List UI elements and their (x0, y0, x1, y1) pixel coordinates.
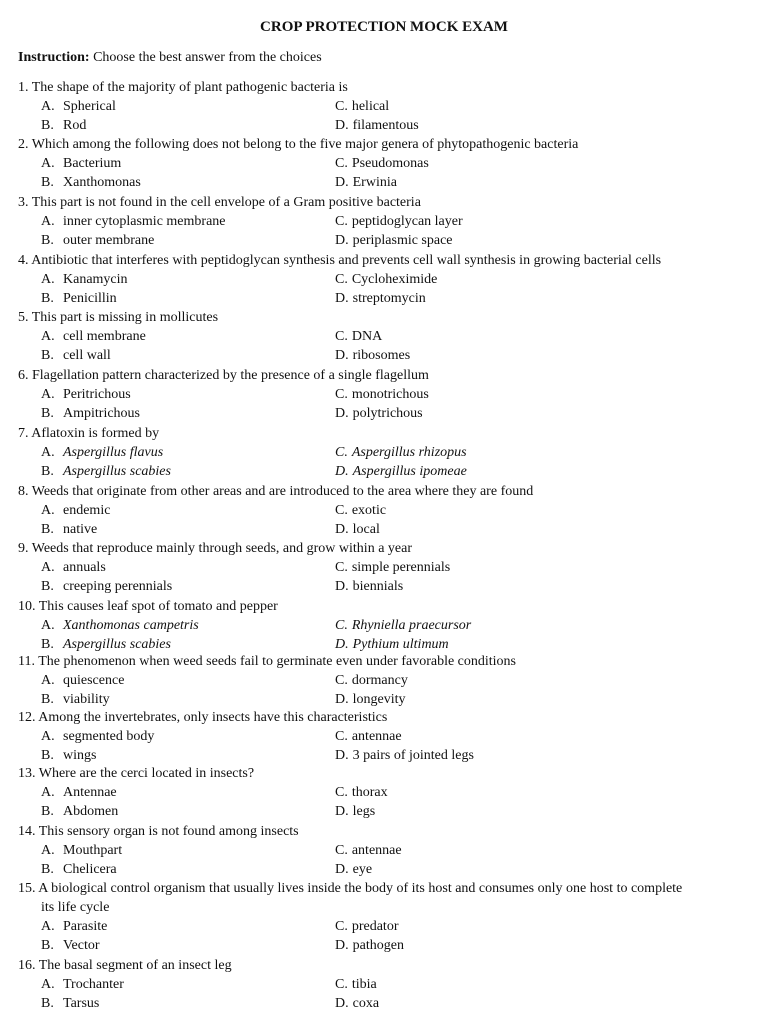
option-text: Xanthomonas (63, 175, 141, 190)
option-letter: A. (41, 977, 55, 992)
option-b (41, 637, 171, 653)
option-b (41, 748, 96, 764)
option-b (41, 406, 140, 422)
option-letter: A. (41, 99, 55, 114)
option-c (335, 329, 382, 345)
option-a (41, 99, 116, 115)
option-letter: A. (41, 503, 55, 518)
option-d (335, 804, 375, 820)
question-text: 3. This part is not found in the cell envelope of a Gram positive bacteria (18, 195, 421, 210)
question-text: 14. This sensory organ is not found among insects (18, 824, 299, 839)
option-letter: B. (41, 233, 54, 248)
option-c (335, 785, 388, 801)
option-d (335, 464, 467, 480)
option-a (41, 560, 106, 576)
option-text: streptomycin (352, 291, 426, 306)
option-letter: D. (335, 233, 349, 248)
option-letter: A. (41, 445, 55, 460)
option-letter: D. (335, 291, 349, 306)
option-d (335, 233, 453, 249)
option-text: Parasite (63, 919, 108, 934)
option-letter: B. (41, 406, 54, 421)
option-d (335, 175, 397, 191)
option-text: Penicillin (63, 291, 117, 306)
option-letter: A. (41, 156, 55, 171)
option-text: Aspergillus scabies (63, 637, 171, 652)
option-letter: A. (41, 560, 55, 575)
option-c (335, 503, 386, 519)
option-text: biennials (352, 579, 404, 594)
option-letter: D. (335, 862, 349, 877)
option-b (41, 996, 99, 1012)
option-text: outer membrane (63, 233, 155, 248)
option-a (41, 387, 131, 403)
option-letter: C. (335, 156, 348, 171)
question-text-continued: its life cycle (41, 900, 110, 915)
option-text: filamentous (352, 118, 419, 133)
option-a (41, 977, 124, 993)
option-b (41, 522, 97, 538)
option-d (335, 291, 426, 307)
option-text: Bacterium (63, 156, 122, 171)
option-letter: B. (41, 804, 54, 819)
option-c (335, 272, 437, 288)
option-a (41, 445, 163, 461)
question-text: 5. This part is missing in mollicutes (18, 310, 219, 325)
option-d (335, 118, 419, 134)
option-text: Rod (63, 118, 87, 133)
option-text: quiescence (63, 673, 125, 688)
option-letter: A. (41, 329, 55, 344)
option-letter: A. (41, 272, 55, 287)
option-text: Tarsus (63, 996, 100, 1011)
question-text: 1. The shape of the majority of plant pathogenic bacteria is (18, 80, 348, 95)
question-text: 10. This causes leaf spot of tomato and pepper (18, 599, 278, 614)
question-text: 12. Among the invertebrates, only insects have this characteristics (18, 710, 388, 725)
option-letter: C. (335, 272, 348, 287)
option-letter: B. (41, 579, 54, 594)
option-d (335, 996, 379, 1012)
option-letter: B. (41, 175, 54, 190)
option-a (41, 156, 121, 172)
option-text: native (63, 522, 98, 537)
option-a (41, 272, 128, 288)
instruction (18, 50, 322, 66)
option-text: Abdomen (63, 804, 119, 819)
option-b (41, 804, 118, 820)
option-text: eye (352, 862, 373, 877)
option-text: Kanamycin (63, 272, 128, 287)
option-letter: C. (335, 919, 348, 934)
option-text: predator (351, 919, 399, 934)
option-letter: C. (335, 214, 348, 229)
option-letter: C. (335, 99, 348, 114)
option-letter: D. (335, 637, 349, 652)
option-text: Aspergillus scabies (63, 464, 171, 479)
option-letter: D. (335, 175, 349, 190)
option-text: monotrichous (351, 387, 429, 402)
option-d (335, 579, 403, 595)
option-letter: C. (335, 329, 348, 344)
option-letter: B. (41, 692, 54, 707)
option-letter: D. (335, 118, 349, 133)
option-letter: D. (335, 406, 349, 421)
option-d (335, 522, 380, 538)
option-letter: D. (335, 464, 349, 479)
option-letter: B. (41, 637, 54, 652)
option-a (41, 673, 124, 689)
option-d (335, 406, 423, 422)
option-text: antennae (351, 843, 402, 858)
option-b (41, 118, 86, 134)
option-letter: D. (335, 748, 349, 763)
question-text: 6. Flagellation pattern characterized by the presence of a single flagellum (18, 368, 429, 383)
option-text: pathogen (352, 938, 404, 953)
option-text: wings (63, 748, 97, 763)
option-letter: B. (41, 862, 54, 877)
option-text: Trochanter (63, 977, 124, 992)
option-b (41, 464, 171, 480)
option-a (41, 214, 226, 230)
option-letter: A. (41, 919, 55, 934)
option-text: Pseudomonas (351, 156, 429, 171)
option-b (41, 175, 141, 191)
option-text: Vector (63, 938, 100, 953)
option-d (335, 938, 404, 954)
instruction-label: Instruction: (18, 50, 90, 65)
option-b (41, 579, 172, 595)
option-letter: C. (335, 977, 348, 992)
option-c (335, 977, 377, 993)
option-letter: A. (41, 843, 55, 858)
option-b (41, 692, 110, 708)
option-d (335, 637, 449, 653)
option-text: longevity (352, 692, 406, 707)
option-c (335, 560, 450, 576)
option-c (335, 445, 467, 461)
option-letter: D. (335, 804, 349, 819)
option-text: Rhyniella praecursor (351, 618, 472, 633)
option-text: dormancy (351, 673, 408, 688)
option-text: Pythium ultimum (352, 637, 449, 652)
option-text: Mouthpart (63, 843, 123, 858)
option-letter: C. (335, 729, 348, 744)
option-letter: D. (335, 522, 349, 537)
option-text: endemic (63, 503, 111, 518)
option-a (41, 919, 107, 935)
option-text: Peritrichous (63, 387, 131, 402)
option-letter: C. (335, 843, 348, 858)
option-b (41, 938, 100, 954)
option-c (335, 387, 429, 403)
option-text: helical (351, 99, 390, 114)
option-text: Cycloheximide (351, 272, 438, 287)
option-d (335, 348, 410, 364)
option-text: creeping perennials (63, 579, 173, 594)
question-text: 7. Aflatoxin is formed by (18, 426, 160, 441)
option-letter: B. (41, 348, 54, 363)
option-text: Ampitrichous (63, 406, 140, 421)
option-letter: B. (41, 464, 54, 479)
option-b (41, 862, 117, 878)
option-text: local (352, 522, 380, 537)
question-text: 16. The basal segment of an insect leg (18, 958, 232, 973)
option-letter: C. (335, 445, 348, 460)
option-c (335, 214, 463, 230)
option-text: Xanthomonas campetris (63, 618, 199, 633)
option-letter: B. (41, 291, 54, 306)
option-letter: B. (41, 938, 54, 953)
option-letter: B. (41, 118, 54, 133)
question-text: 13. Where are the cerci located in insects? (18, 766, 255, 781)
option-d (335, 748, 474, 764)
question-text: 2. Which among the following does not belong to the five major genera of phytopathogenic bacteria (18, 137, 579, 152)
option-text: peptidoglycan layer (351, 214, 463, 229)
option-letter: D. (335, 996, 349, 1011)
option-text: DNA (351, 329, 383, 344)
option-a (41, 329, 146, 345)
option-letter: D. (335, 348, 349, 363)
option-text: polytrichous (352, 406, 423, 421)
option-text: Aspergillus flavus (63, 445, 164, 460)
option-text: Erwinia (352, 175, 397, 190)
option-letter: C. (335, 618, 348, 633)
option-text: simple perennials (351, 560, 451, 575)
option-text: Aspergillus rhizopus (351, 445, 467, 460)
question-text: 15. A biological control organism that usually lives inside the body of its host and consumes only one host to complete (18, 881, 683, 896)
option-text: exotic (351, 503, 387, 518)
option-letter: A. (41, 387, 55, 402)
option-text: thorax (351, 785, 388, 800)
option-c (335, 729, 402, 745)
option-letter: B. (41, 748, 54, 763)
option-text: Spherical (63, 99, 116, 114)
question-text: 9. Weeds that reproduce mainly through seeds, and grow within a year (18, 541, 413, 556)
option-a (41, 843, 122, 859)
option-letter: C. (335, 673, 348, 688)
option-b (41, 291, 117, 307)
page-title: CROP PROTECTION MOCK EXAM (260, 19, 508, 35)
option-text: cell membrane (63, 329, 146, 344)
option-text: periplasmic space (352, 233, 453, 248)
option-letter: D. (335, 692, 349, 707)
question-text: 11. The phenomenon when weed seeds fail to germinate even under favorable conditions (18, 654, 517, 669)
option-c (335, 673, 408, 689)
option-text: inner cytoplasmic membrane (63, 214, 226, 229)
option-text: 3 pairs of jointed legs (352, 748, 474, 763)
option-letter: A. (41, 214, 55, 229)
option-d (335, 862, 372, 878)
option-c (335, 843, 402, 859)
option-text: ribosomes (352, 348, 411, 363)
option-a (41, 503, 110, 519)
option-text: Antennae (63, 785, 117, 800)
option-letter: C. (335, 560, 348, 575)
option-c (335, 99, 389, 115)
option-text: Chelicera (63, 862, 117, 877)
option-text: antennae (351, 729, 402, 744)
option-text: Aspergillus ipomeae (352, 464, 467, 479)
option-a (41, 729, 154, 745)
option-c (335, 156, 429, 172)
option-text: coxa (352, 996, 380, 1011)
option-text: tibia (351, 977, 377, 992)
question-text: 8. Weeds that originate from other areas and are introduced to the area where they are found (18, 484, 534, 499)
option-letter: A. (41, 618, 55, 633)
option-c (335, 919, 399, 935)
option-text: segmented body (63, 729, 155, 744)
option-text: annuals (63, 560, 106, 575)
option-letter: D. (335, 579, 349, 594)
option-letter: A. (41, 673, 55, 688)
option-text: viability (63, 692, 110, 707)
option-letter: C. (335, 387, 348, 402)
option-text: cell wall (63, 348, 111, 363)
option-letter: C. (335, 785, 348, 800)
option-letter: B. (41, 996, 54, 1011)
option-d (335, 692, 406, 708)
option-letter: C. (335, 503, 348, 518)
option-a (41, 618, 199, 634)
instruction-text: Choose the best answer from the choices (93, 50, 322, 65)
option-letter: A. (41, 785, 55, 800)
option-letter: B. (41, 522, 54, 537)
option-a (41, 785, 117, 801)
option-b (41, 348, 111, 364)
option-text: legs (352, 804, 376, 819)
option-letter: A. (41, 729, 55, 744)
option-c (335, 618, 471, 634)
question-text: 4. Antibiotic that interferes with peptidoglycan synthesis and prevents cell wall synthesis in growing bacterial cells (18, 253, 662, 268)
option-b (41, 233, 154, 249)
option-letter: D. (335, 938, 349, 953)
